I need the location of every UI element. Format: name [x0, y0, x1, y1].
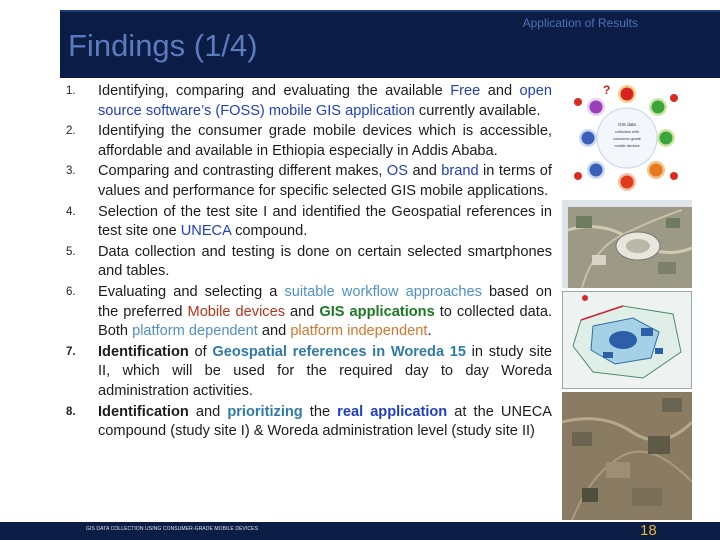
finding-number: 5. [66, 245, 76, 258]
finding-text: platform independent [290, 323, 428, 340]
finding-text: in terms of values and performance for specific selected GIS mobile applications. [98, 163, 552, 199]
section-label: Application of Results [522, 16, 638, 30]
finding-item [62, 203, 552, 242]
finding-text: platform dependent [132, 323, 258, 340]
finding-number: 8. [66, 405, 76, 418]
finding-item [62, 122, 552, 161]
finding-text: Identifying the consumer grade mobile devices which is accessible, affordable and available in Ethiopia especially in Addis Ababa. [98, 123, 552, 159]
finding-number: 3. [66, 165, 76, 178]
svg-text:?: ? [603, 83, 611, 97]
svg-text:consumer-grade: consumer-grade [613, 137, 641, 141]
finding-text: and [408, 163, 442, 180]
finding-text: of [188, 343, 213, 360]
finding-text: Geospatial references in Woreda 15 [212, 343, 466, 360]
finding-text: OS [386, 163, 408, 180]
finding-text: Data collection and testing is done on certain selected smartphones and tables. [98, 243, 552, 280]
finding-text: GIS applications [319, 303, 435, 320]
finding-text: real application [337, 403, 448, 420]
satellite-map-screenshot [562, 200, 692, 288]
finding-text: prioritizing [227, 403, 303, 420]
finding-text: brand [441, 163, 479, 180]
finding-text: Identification [98, 343, 189, 360]
finding-text: suitable workflow approaches [284, 283, 482, 300]
finding-text: . [427, 323, 432, 340]
finding-text: Comparing and contrasting different makes, [98, 163, 387, 180]
finding-text: and [285, 303, 320, 320]
finding-text: the [302, 403, 338, 420]
svg-text:mobile devices: mobile devices [614, 144, 640, 148]
finding-item [62, 82, 552, 121]
finding-text: and [188, 403, 228, 420]
workflow-cycle-diagram [562, 80, 692, 198]
finding-text: UNECA [180, 223, 232, 240]
finding-number: 6. [66, 285, 76, 298]
finding-text: and [480, 83, 520, 99]
finding-number: 1. [66, 85, 76, 97]
finding-text: at the UNECA compound (study site I) & Woreda administration level (study site II) [98, 403, 552, 440]
finding-item [62, 403, 552, 442]
footer-text: GIS DATA COLLECTION USING CONSUMER-GRADE MOBILE DEVICES [86, 526, 259, 532]
finding-text: Selection of the test site I and identified the Geospatial references in test site one [98, 203, 552, 240]
finding-item [62, 283, 552, 342]
site-plan-map [562, 291, 692, 389]
finding-text: Identifying, comparing and evaluating the available [98, 83, 451, 99]
finding-text: open source software’s (FOSS) mobile GIS application [98, 83, 552, 119]
finding-text: compound. [231, 223, 308, 240]
finding-item [62, 343, 552, 402]
findings-list [62, 82, 552, 442]
finding-text: currently available. [414, 102, 541, 119]
finding-text: Identification [98, 403, 189, 420]
finding-item [62, 162, 552, 201]
finding-text: to collected data. Both [98, 303, 552, 340]
finding-number: 7. [66, 345, 76, 358]
finding-item [62, 243, 552, 282]
finding-number: 2. [66, 125, 76, 138]
aerial-photo-woreda [562, 392, 692, 520]
finding-text: based on the preferred [98, 283, 552, 320]
finding-number: 4. [66, 205, 76, 218]
page-number: 18 [640, 522, 657, 539]
finding-text: and [257, 323, 291, 340]
finding-text: Mobile devices [187, 303, 286, 320]
finding-text: Evaluating and selecting a [98, 283, 285, 300]
findings-content [62, 82, 552, 522]
slide-title: Findings (1/4) [68, 28, 258, 63]
svg-text:collection with: collection with [615, 130, 639, 134]
finding-text: in study site II, which will be used for the required day to day Woreda administration activities. [98, 343, 552, 399]
svg-text:GIS data: GIS data [618, 122, 636, 127]
finding-text: Free [450, 83, 481, 99]
